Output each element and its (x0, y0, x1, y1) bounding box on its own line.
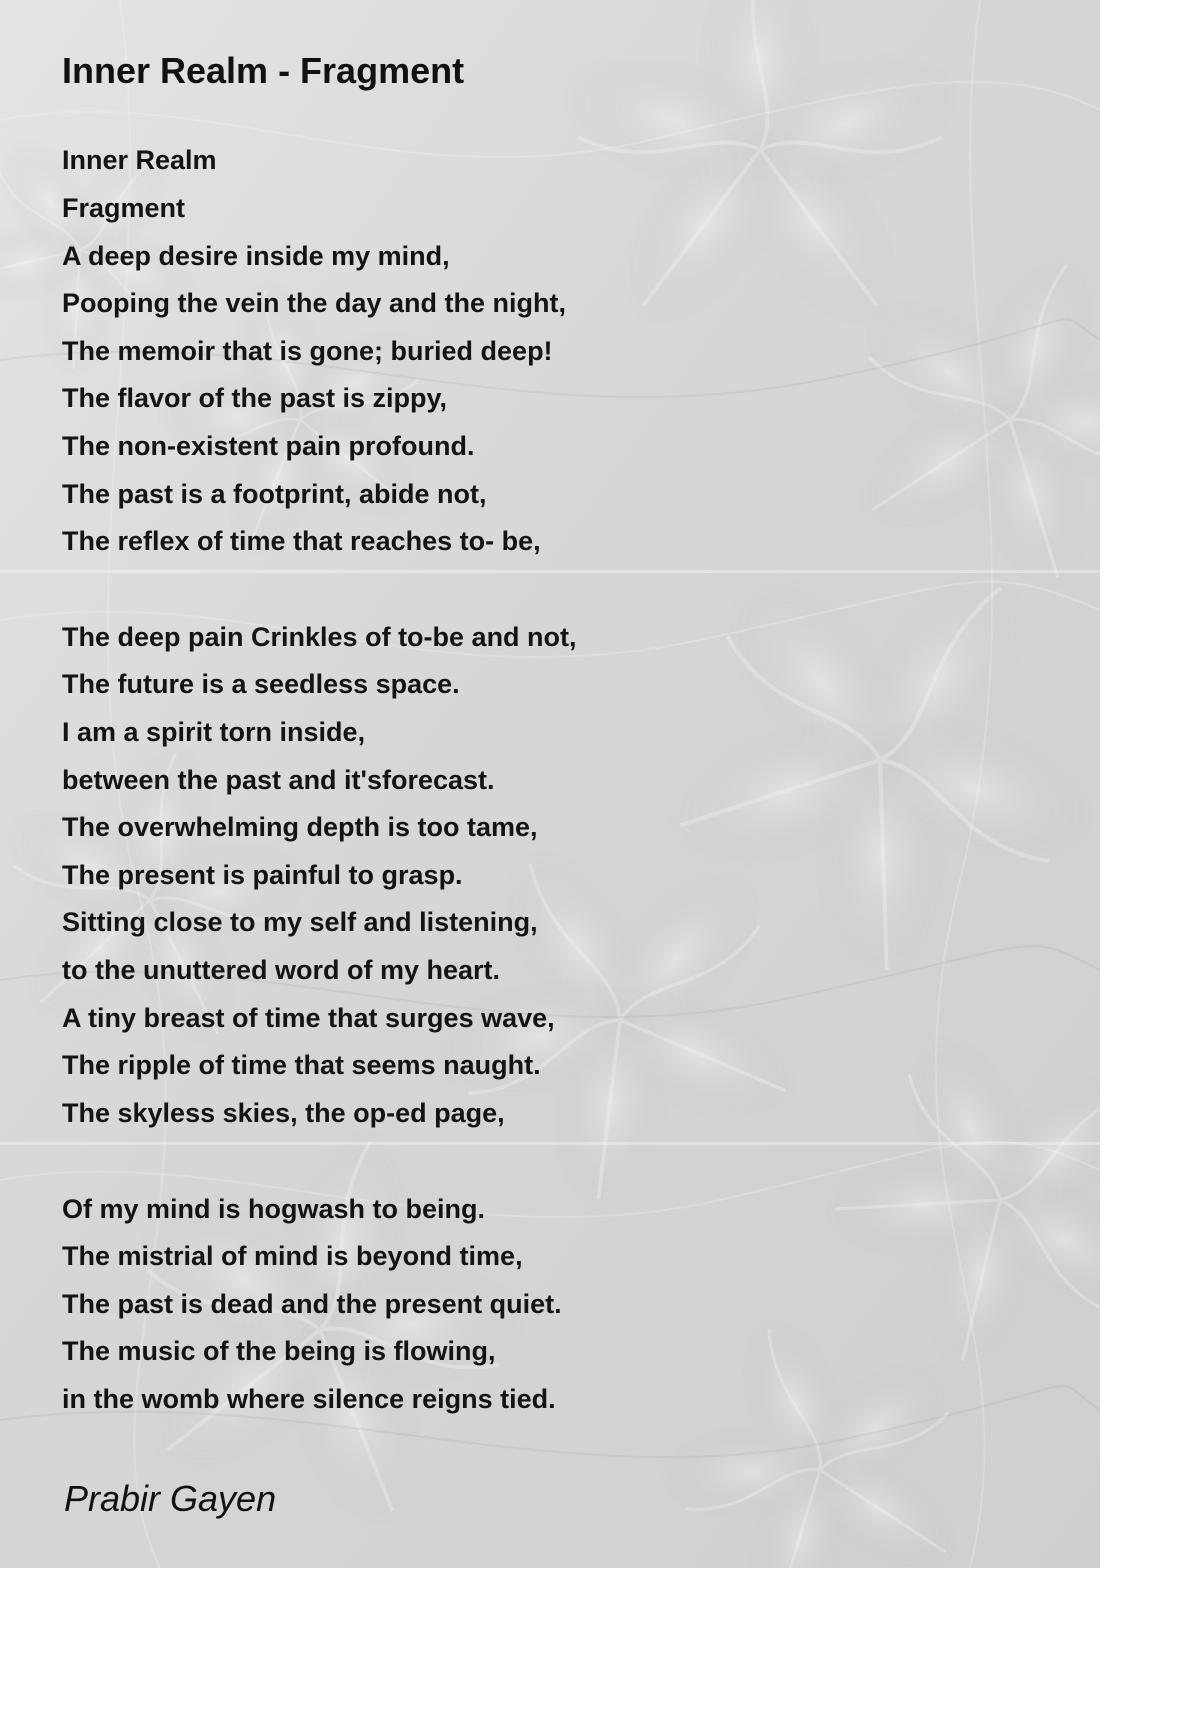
poem-line: Sitting close to my self and listening, (62, 907, 538, 937)
poem-line: The deep pain Crinkles of to-be and not, (62, 622, 577, 652)
poem-title: Inner Realm - Fragment (62, 50, 465, 91)
poem-line: The future is a seedless space. (62, 669, 460, 699)
tile-seam-bottom (0, 1142, 1100, 1145)
poem-line: The memoir that is gone; buried deep! (62, 336, 553, 366)
poem-line: A tiny breast of time that surges wave, (62, 1003, 555, 1033)
poem-line: Inner Realm (62, 145, 217, 175)
poem-line: The non-existent pain profound. (62, 431, 475, 461)
poem-line: I am a spirit torn inside, (62, 717, 366, 747)
poem-author: Prabir Gayen (64, 1478, 277, 1519)
poem-line: The reflex of time that reaches to- be, (62, 526, 541, 556)
poem-line: Pooping the vein the day and the night, (62, 288, 567, 318)
poem-line: to the unuttered word of my heart. (62, 955, 501, 985)
poem-line: Fragment (62, 193, 186, 223)
poem-line: The flavor of the past is zippy, (62, 383, 448, 413)
poem-line: Of my mind is hogwash to being. (62, 1194, 486, 1224)
poem-line: in the womb where silence reigns tied. (62, 1384, 556, 1414)
poem-line: The past is dead and the present quiet. (62, 1289, 562, 1319)
tile-seam-top (0, 570, 1100, 573)
poem-line: The mistrial of mind is beyond time, (62, 1241, 523, 1271)
poem-line: The past is a footprint, abide not, (62, 479, 487, 509)
poem-line: A deep desire inside my mind, (62, 241, 450, 271)
poem-line: The overwhelming depth is too tame, (62, 812, 538, 842)
poem-line: The skyless skies, the op-ed page, (62, 1098, 505, 1128)
poem-line: The present is painful to grasp. (62, 860, 463, 890)
poem-line: The ripple of time that seems naught. (62, 1050, 541, 1080)
poem-line: The music of the being is flowing, (62, 1336, 496, 1366)
poem-line: between the past and it'sforecast. (62, 765, 495, 795)
